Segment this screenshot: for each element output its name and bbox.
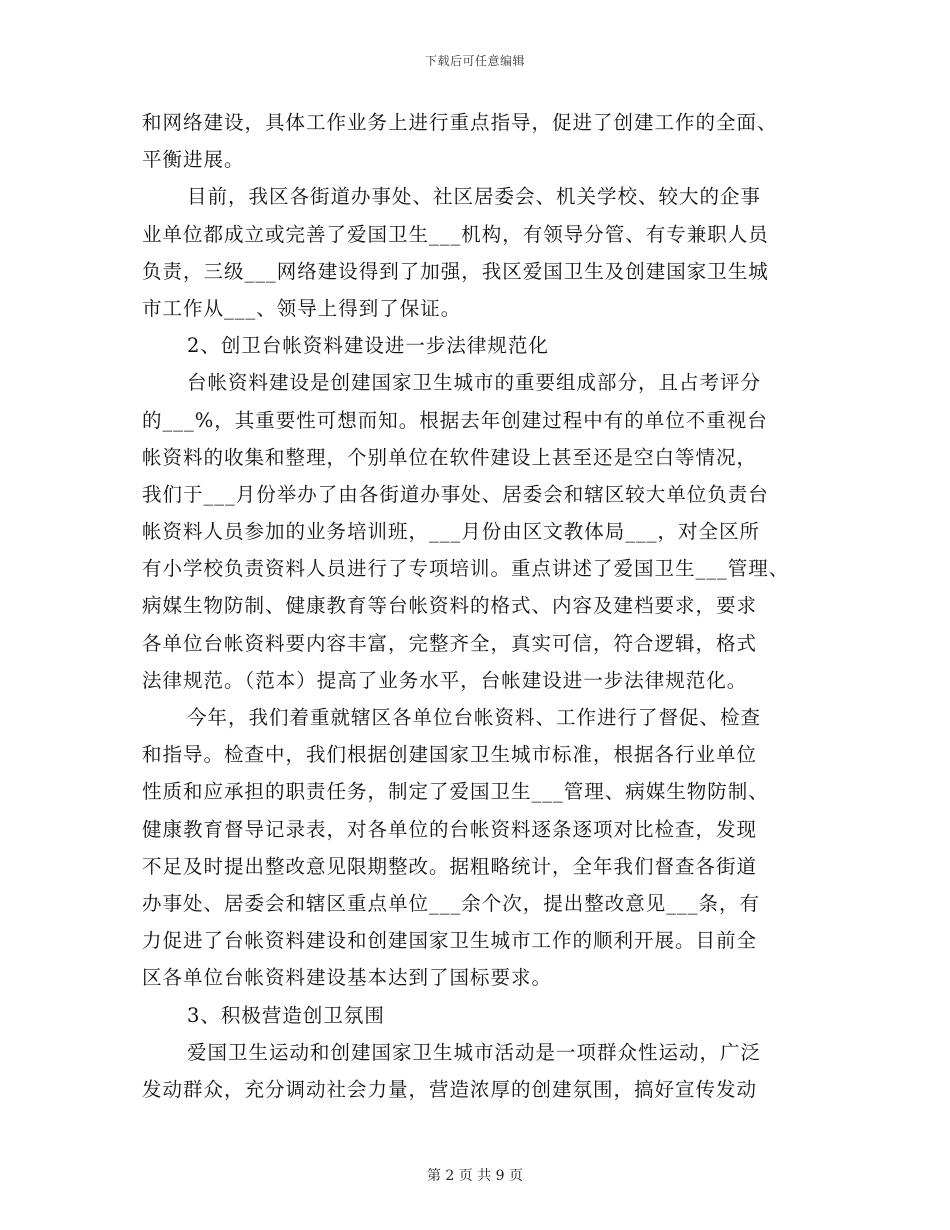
text-line: 病媒生物防制、健康教育等台帐资料的格式、内容及建档要求，要求 (142, 594, 758, 618)
text-line: 不足及时提出整改意见限期整改。据粗略统计，全年我们督查各街道 (142, 854, 758, 878)
text-line: 办事处、居委会和辖区重点单位___余个次，提出整改意见___条，有 (142, 891, 761, 915)
text-line: 台帐资料建设是创建国家卫生城市的重要组成部分，且占考评分 (187, 371, 762, 395)
text-line: 有小学校负责资料人员进行了专项培训。重点讲述了爱国卫生___管理、 (142, 557, 790, 581)
text-line: 市工作从___、领导上得到了保证。 (142, 296, 462, 320)
section-heading: 2、创卫台帐资料建设进一步法律规范化 (187, 334, 549, 358)
page-number-footer: 第 2 页 共 9 页 (426, 1168, 524, 1184)
text-line: 今年，我们着重就辖区各单位台帐资料、工作进行了督促、检查 (187, 706, 762, 729)
text-line: 区各单位台帐资料建设基本达到了国标要求。 (142, 966, 553, 990)
text-line: 发动群众，充分调动社会力量，营造浓厚的创建氛围，搞好宣传发动 (142, 1077, 758, 1101)
document-body (142, 104, 814, 1108)
text-line: 帐资料的收集和整理，个别单位在软件建设上甚至还是空白等情况， (142, 445, 758, 469)
text-line: 帐资料人员参加的业务培训班，___月份由区文教体局___，对全区所 (142, 520, 761, 544)
text-line: 业单位都成立或完善了爱国卫生___机构，有领导分管、有专兼职人员 (142, 222, 769, 246)
page-header: 下载后可任意编辑 (424, 54, 525, 68)
text-line: 爱国卫生运动和创建国家卫生城市活动是一项群众性运动，广泛 (187, 1040, 762, 1064)
text-line: 我们于___月份举办了由各街道办事处、居委会和辖区较大单位负责台 (142, 482, 769, 506)
text-line: 力促进了台帐资料建设和创建国家卫生城市工作的顺利开展。目前全 (142, 929, 758, 953)
text-line: 目前，我区各街道办事处、社区居委会、机关学校、较大的企事 (187, 185, 762, 209)
text-line: 法律规范。（范本）提高了业务水平，台帐建设进一步法律规范化。 (142, 668, 748, 692)
text-line: 和网络建设，具体工作业务上进行重点指导，促进了创建工作的全面、 (142, 111, 778, 134)
text-line: 负责，三级___网络建设得到了加强，我区爱国卫生及创建国家卫生城 (142, 259, 769, 283)
section-heading: 3、积极营造创卫氛围 (187, 1003, 385, 1027)
text-line: 性质和应承担的职责任务，制定了爱国卫生___管理、病媒生物防制、 (142, 780, 769, 804)
text-line: 健康教育督导记录表，对各单位的台帐资料逐条逐项对比检查，发现 (142, 817, 758, 841)
text-line: 各单位台帐资料要内容丰富，完整齐全，真实可信，符合逻辑，格式 (142, 631, 758, 655)
text-line: 平衡进展。 (142, 148, 245, 172)
text-line: 的___%，其重要性可想而知。根据去年创建过程中有的单位不重视台 (142, 408, 768, 432)
text-line: 和指导。检查中，我们根据创建国家卫生城市标准，根据各行业单位 (142, 743, 758, 767)
